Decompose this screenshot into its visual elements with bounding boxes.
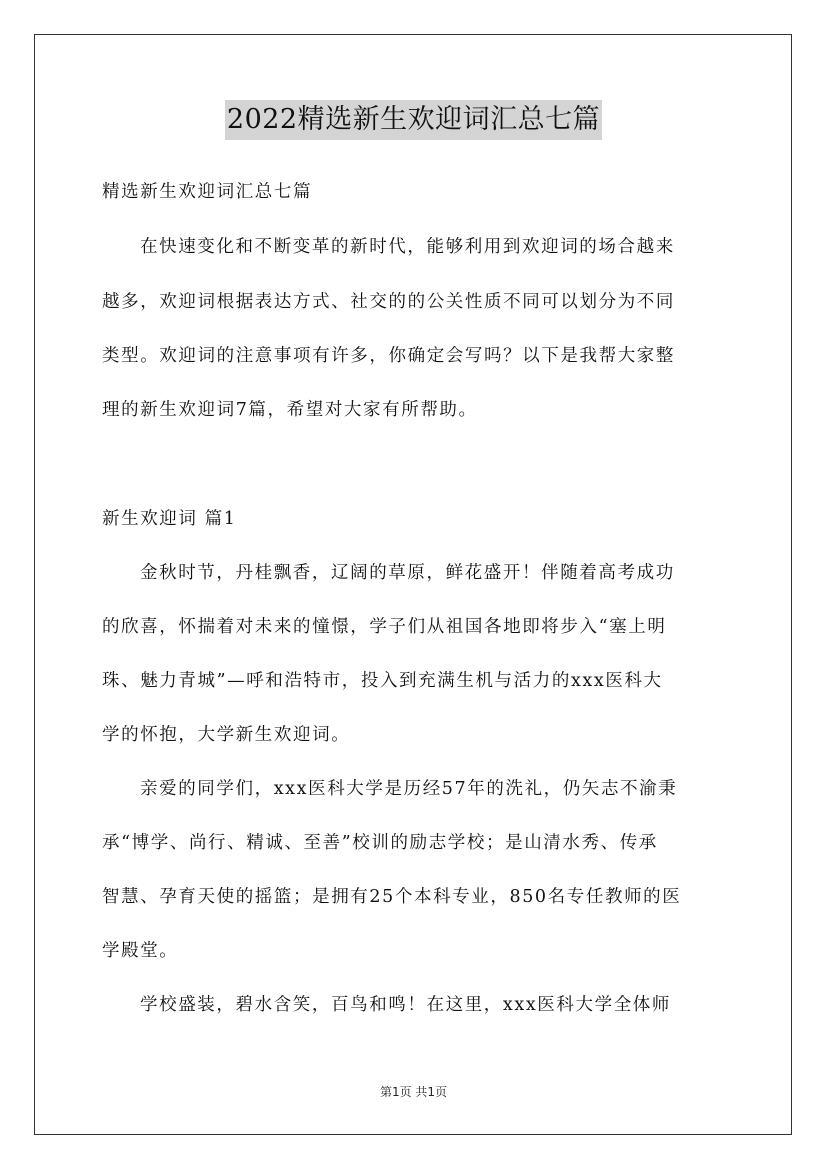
intro-line-3: 类型。欢迎词的注意事项有许多，你确定会写吗？以下是我帮大家整 xyxy=(102,346,675,366)
body-line-9: 学校盛装，碧水含笑，百鸟和鸣！在这里，xxx医科大学全体师 xyxy=(140,995,672,1015)
document-title: 2022精选新生欢迎词汇总七篇 xyxy=(225,100,602,140)
body-line-8: 学殿堂。 xyxy=(102,941,179,961)
intro-line-2: 越多，欢迎词根据表达方式、社交的的公关性质不同可以划分为不同 xyxy=(102,292,675,312)
intro-line-4: 理的新生欢迎词7篇，希望对大家有所帮助。 xyxy=(102,400,478,420)
body-line-7: 智慧、孕育天使的摇篮；是拥有25个本科专业，850名专任教师的医 xyxy=(102,887,682,907)
section-heading: 新生欢迎词 篇1 xyxy=(102,509,237,529)
body-line-3: 珠、魅力青城”—呼和浩特市，投入到充满生机与活力的xxx医科大 xyxy=(102,671,663,691)
body-line-6: 承“博学、尚行、精诚、至善”校训的励志学校；是山清水秀、传承 xyxy=(102,833,658,853)
document-subtitle: 精选新生欢迎词汇总七篇 xyxy=(102,182,313,202)
body-line-5: 亲爱的同学们，xxx医科大学是历经57年的洗礼，仍矢志不渝秉 xyxy=(140,779,678,799)
body-line-1: 金秋时节，丹桂飘香，辽阔的草原，鲜花盛开！伴随着高考成功 xyxy=(140,563,675,583)
page-footer: 第1页 共1页 xyxy=(379,1085,448,1099)
body-line-2: 的欣喜，怀揣着对未来的憧憬，学子们从祖国各地即将步入“塞上明 xyxy=(102,617,667,637)
intro-line-1: 在快速变化和不断变革的新时代，能够利用到欢迎词的场合越来 xyxy=(140,237,675,257)
body-line-4: 学的怀抱，大学新生欢迎词。 xyxy=(102,725,351,745)
title-block xyxy=(0,100,827,140)
